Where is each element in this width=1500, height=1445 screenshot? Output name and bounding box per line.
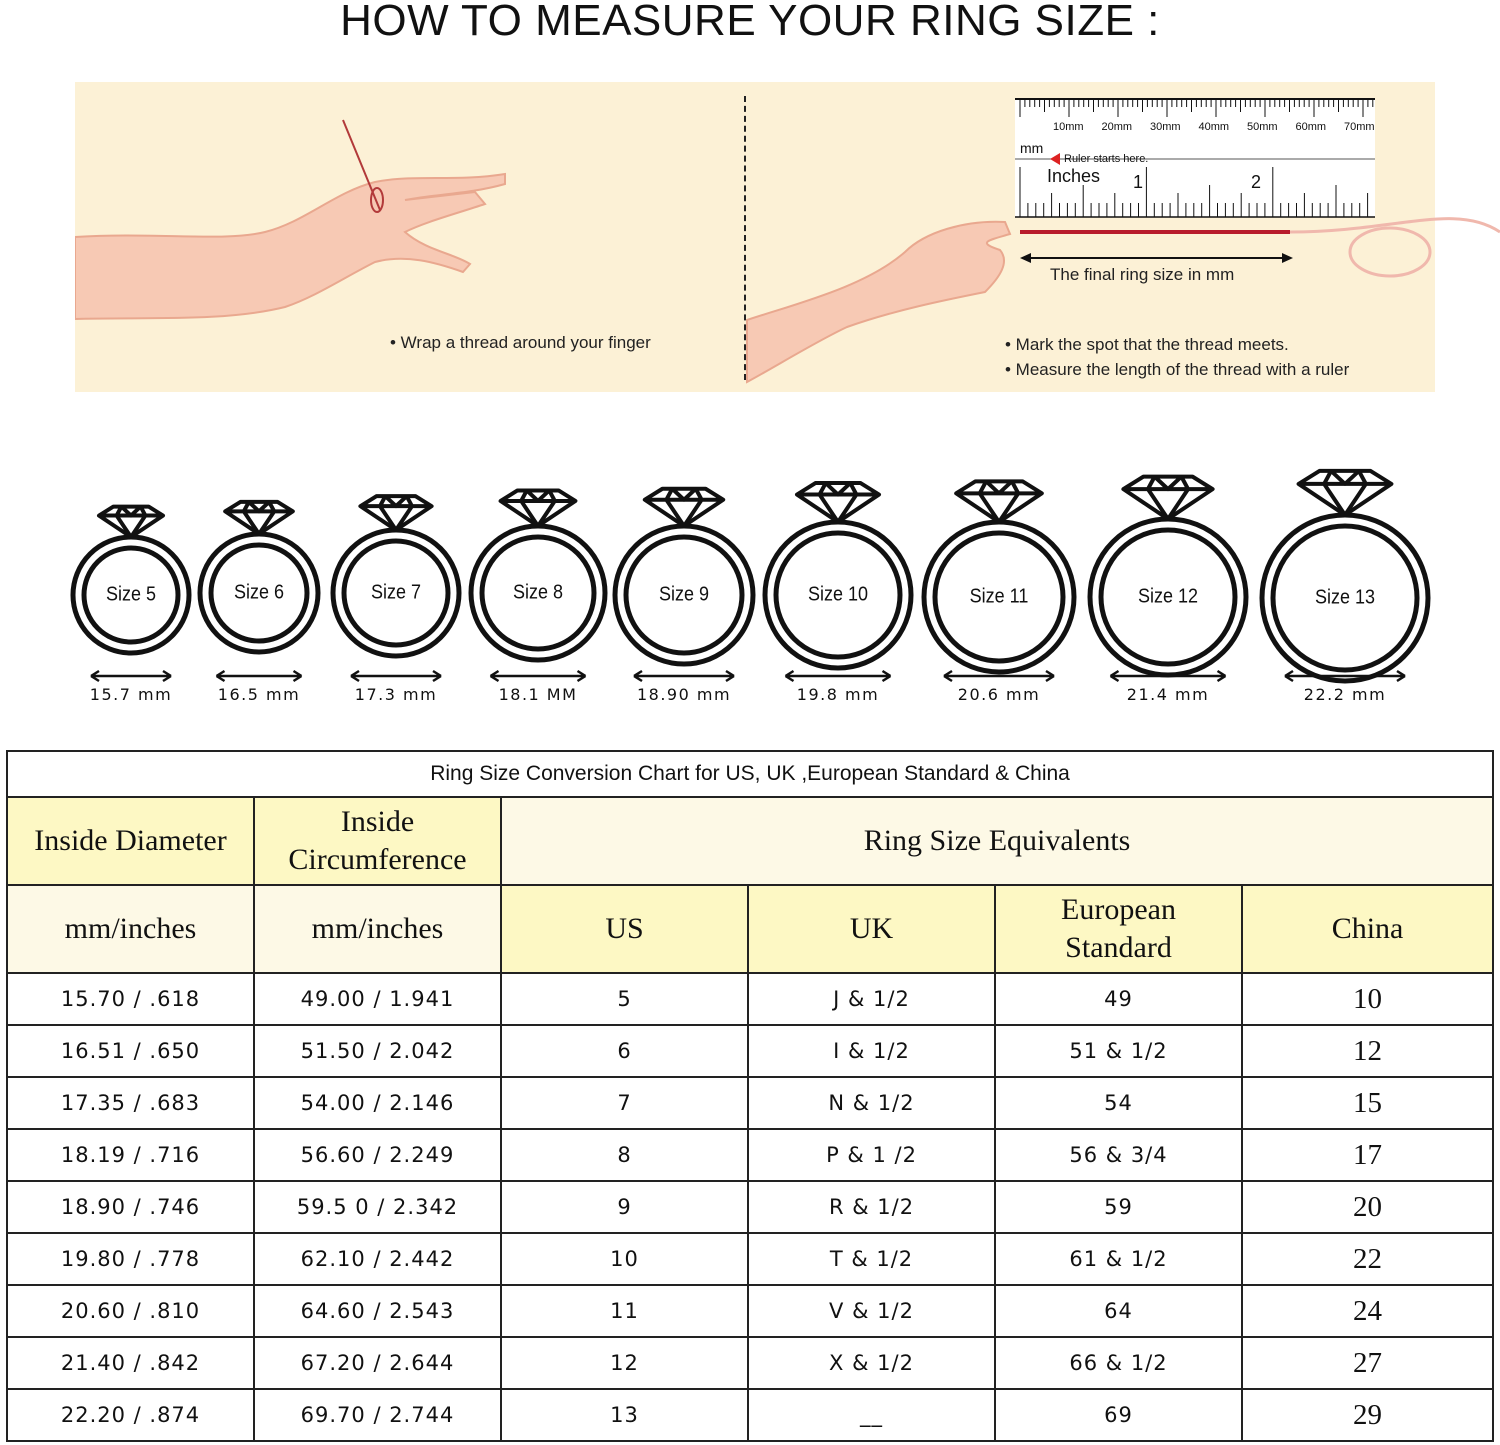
ring-size-label: Size 9 [658, 583, 710, 606]
table-cell: 21.40 / .842 [7, 1337, 254, 1389]
table-row [7, 1181, 1493, 1233]
ring-icon [765, 483, 911, 681]
ring-size-label: Size 10 [807, 583, 869, 606]
table-cell: R & 1/2 [748, 1181, 995, 1233]
table-cell: 10 [501, 1233, 748, 1285]
header-china: China [1242, 885, 1493, 973]
table-cell: 22 [1242, 1233, 1493, 1285]
ring-size-label: Size 11 [969, 585, 1029, 608]
measure-arrow-icon [91, 671, 171, 681]
measure-arrow-icon [634, 671, 734, 681]
ruler-inch-mark-2: 2 [1251, 172, 1262, 192]
table-cell: 49.00 / 1.941 [254, 973, 501, 1025]
table-cell: 54.00 / 2.146 [254, 1077, 501, 1129]
table-cell: 66 & 1/2 [995, 1337, 1242, 1389]
ring-size-illustrations [0, 440, 1500, 720]
diamond-icon [225, 502, 293, 534]
table-cell: 12 [501, 1337, 748, 1389]
table-cell: 69 [995, 1389, 1242, 1441]
table-row [7, 1129, 1493, 1181]
header-uk: UK [748, 885, 995, 973]
ring-size-label: Size 8 [512, 581, 564, 604]
page-title: HOW TO MEASURE YOUR RING SIZE : [340, 0, 1160, 45]
ring-mm-label: 22.2 mm [1303, 685, 1387, 704]
table-cell: 8 [501, 1129, 748, 1181]
table-cell: 54 [995, 1077, 1242, 1129]
ring-mm-label: 21.4 mm [1126, 685, 1210, 704]
ruler-mm-mark: 60mm [1295, 121, 1327, 133]
ring-mm-label: 18.1 MM [498, 685, 578, 704]
ring-mm-label: 17.3 mm [354, 685, 438, 704]
step-wrap-text: • Wrap a thread around your finger [390, 333, 651, 352]
ruler-mm-label: mm [1020, 140, 1044, 156]
ruler-final-note: The final ring size in mm [1050, 265, 1235, 284]
table-cell: 59.5 0 / 2.342 [254, 1181, 501, 1233]
table-row [7, 1285, 1493, 1337]
table-cell: 16.51 / .650 [7, 1025, 254, 1077]
table-caption: Ring Size Conversion Chart for US, UK ,European Standard & China [7, 751, 1493, 797]
step-measure-text: • Measure the length of the thread with a ruler [1005, 360, 1350, 379]
table-cell: X & 1/2 [748, 1337, 995, 1389]
ring-mm-label: 20.6 mm [957, 685, 1041, 704]
ruler-mm-mark: 20mm [1101, 121, 1133, 133]
table-cell: 17 [1242, 1129, 1493, 1181]
ruler-mm-mark: 40mm [1198, 121, 1230, 133]
table-cell: P & 1 /2 [748, 1129, 995, 1181]
header-unit-diameter: mm/inches [7, 885, 254, 973]
step-mark-text: • Mark the spot that the thread meets. [1005, 335, 1289, 354]
table-cell: 15 [1242, 1077, 1493, 1129]
diamond-icon [1123, 477, 1212, 519]
table-cell: 61 & 1/2 [995, 1233, 1242, 1285]
ring-mm-label: 16.5 mm [217, 685, 301, 704]
ruler-inch-mark-1: 1 [1133, 172, 1144, 192]
table-cell: 67.20 / 2.644 [254, 1337, 501, 1389]
ruler-start-note: Ruler starts here. [1064, 153, 1149, 165]
table-cell: 24 [1242, 1285, 1493, 1337]
ring-mm-label: 19.8 mm [796, 685, 880, 704]
ruler-mm-mark: 30mm [1150, 121, 1181, 133]
ruler-mm-mark: 50mm [1247, 121, 1278, 133]
diamond-icon [797, 483, 879, 522]
table-cell: 11 [501, 1285, 748, 1337]
measure-arrow-icon [217, 671, 302, 681]
measure-arrow-icon [351, 671, 441, 681]
ruler-inches-label: Inches [1047, 166, 1101, 186]
table-cell: 19.80 / .778 [7, 1233, 254, 1285]
right-hand-icon [747, 222, 1010, 382]
table-row [7, 1233, 1493, 1285]
table-cell: 18.90 / .746 [7, 1181, 254, 1233]
table-row [7, 1389, 1493, 1441]
table-cell: V & 1/2 [748, 1285, 995, 1337]
table-cell: 27 [1242, 1337, 1493, 1389]
table-cell: 13 [501, 1389, 748, 1441]
ring-mm-label: 18.90 mm [636, 685, 732, 704]
ring-size-label: Size 6 [233, 581, 285, 604]
table-cell: 64.60 / 2.543 [254, 1285, 501, 1337]
diamond-icon [360, 496, 431, 530]
panel-divider [744, 96, 746, 380]
table-cell: T & 1/2 [748, 1233, 995, 1285]
header-inside-diameter: Inside Diameter [7, 797, 254, 885]
ruler-mm-mark: 70mm [1344, 121, 1375, 133]
table-cell: I & 1/2 [748, 1025, 995, 1077]
table-cell: 5 [501, 973, 748, 1025]
table-cell: J & 1/2 [748, 973, 995, 1025]
diamond-icon [501, 490, 576, 526]
table-cell: N & 1/2 [748, 1077, 995, 1129]
table-cell: 29 [1242, 1389, 1493, 1441]
header-us: US [501, 885, 748, 973]
table-row [7, 1025, 1493, 1077]
measure-arrow-icon [491, 671, 586, 681]
table-cell: 59 [995, 1181, 1242, 1233]
table-cell: 56 & 3/4 [995, 1129, 1242, 1181]
ring-size-conversion-table [6, 750, 1494, 1442]
table-row [7, 1077, 1493, 1129]
header-unit-circumference: mm/inches [254, 885, 501, 973]
table-row [7, 1337, 1493, 1389]
table-cell: 9 [501, 1181, 748, 1233]
diamond-icon [645, 489, 723, 526]
table-cell: __ [748, 1389, 995, 1441]
table-cell: 64 [995, 1285, 1242, 1337]
ring-mm-label: 15.7 mm [89, 685, 173, 704]
table-row [7, 973, 1493, 1025]
table-cell: 22.20 / .874 [7, 1389, 254, 1441]
table-cell: 6 [501, 1025, 748, 1077]
left-hand-icon [75, 174, 505, 319]
ring-icon [1090, 477, 1246, 681]
header-inside-circumference: Inside Circumference [254, 797, 501, 885]
table-cell: 51 & 1/2 [995, 1025, 1242, 1077]
table-cell: 20 [1242, 1181, 1493, 1233]
table-cell: 7 [501, 1077, 748, 1129]
table-cell: 15.70 / .618 [7, 973, 254, 1025]
measure-arrow-icon [786, 671, 891, 681]
ring-icon [1262, 471, 1428, 681]
header-ring-size-equivalents: Ring Size Equivalents [501, 797, 1493, 885]
diamond-icon [1299, 471, 1392, 515]
table-cell: 62.10 / 2.442 [254, 1233, 501, 1285]
ring-size-label: Size 5 [105, 583, 157, 606]
ring-size-label: Size 12 [1137, 585, 1199, 608]
table-cell: 49 [995, 973, 1242, 1025]
diamond-icon [99, 507, 163, 537]
table-cell: 10 [1242, 973, 1493, 1025]
ring-size-label: Size 7 [370, 581, 422, 604]
table-cell: 20.60 / .810 [7, 1285, 254, 1337]
table-cell: 69.70 / 2.744 [254, 1389, 501, 1441]
ring-size-label: Size 13 [1314, 586, 1376, 609]
table-cell: 51.50 / 2.042 [254, 1025, 501, 1077]
ruler-mm-mark: 10mm [1053, 121, 1084, 133]
header-european-standard: European Standard [995, 885, 1242, 973]
table-cell: 17.35 / .683 [7, 1077, 254, 1129]
diamond-icon [956, 481, 1042, 522]
table-cell: 18.19 / .716 [7, 1129, 254, 1181]
table-cell: 56.60 / 2.249 [254, 1129, 501, 1181]
ring-icon [924, 481, 1074, 681]
table-cell: 12 [1242, 1025, 1493, 1077]
